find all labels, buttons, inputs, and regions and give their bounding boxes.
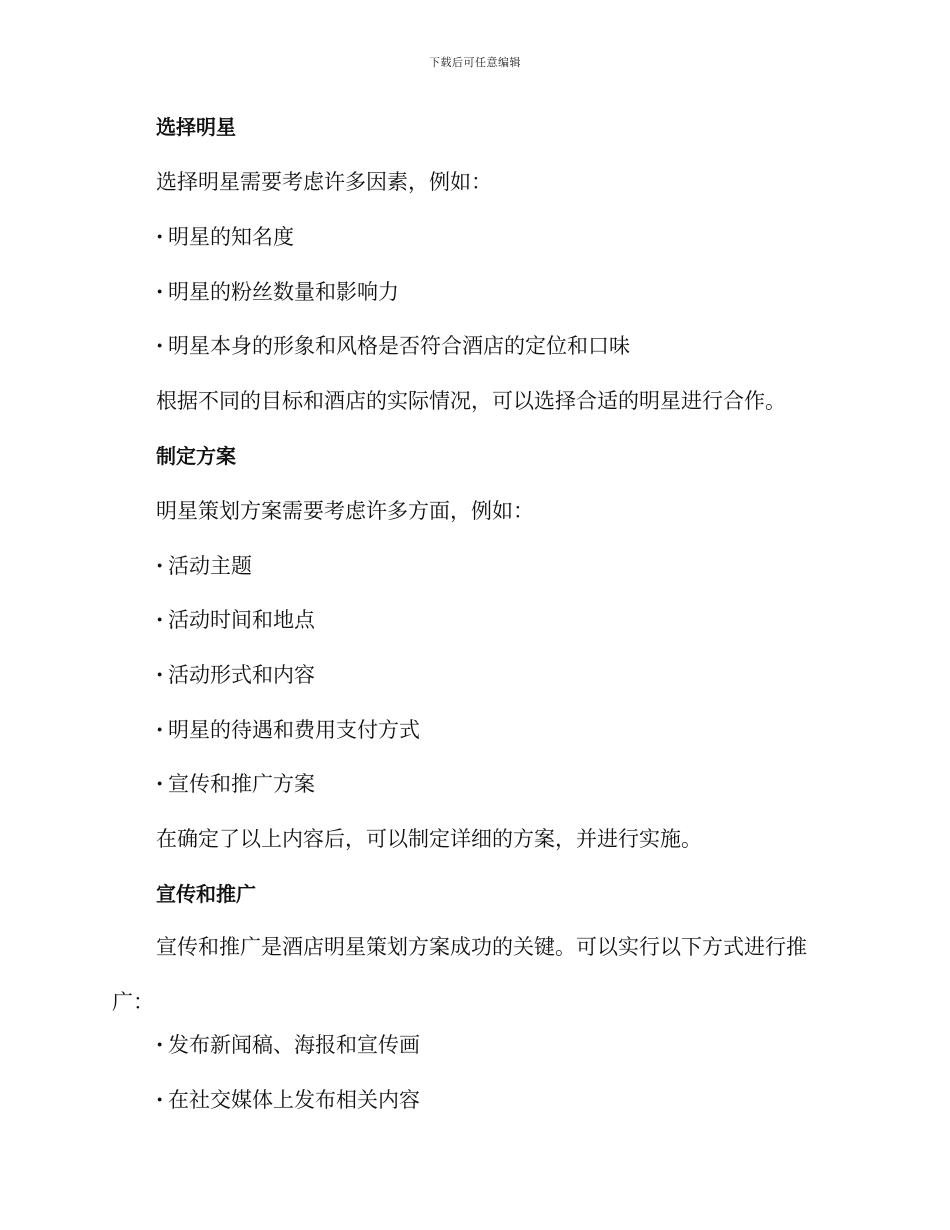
bullet-item: [156, 605, 840, 635]
section-heading: 制定方案: [156, 444, 236, 468]
bullet-text: 明星的知名度: [168, 225, 294, 249]
bullet-text: 在社交媒体上发布相关内容: [168, 1088, 420, 1112]
section-heading: 宣传和推广: [156, 882, 256, 906]
bullet-text: 活动形式和内容: [168, 663, 315, 687]
bullet-dot: ·: [156, 553, 164, 578]
bullet-item: [156, 769, 840, 799]
bullet-dot: ·: [156, 1032, 164, 1057]
bullet-text: 活动主题: [168, 554, 252, 578]
bullet-item: [156, 277, 840, 307]
bullet-item: [156, 1085, 840, 1115]
bullet-dot: ·: [156, 279, 164, 304]
bullet-text: 明星的粉丝数量和影响力: [168, 280, 399, 304]
bullet-text: 明星的待遇和费用支付方式: [168, 718, 420, 742]
bullet-dot: ·: [156, 333, 164, 358]
bullet-dot: ·: [156, 224, 164, 249]
bullet-text: 宣传和推广方案: [168, 772, 315, 796]
bullet-dot: ·: [156, 771, 164, 796]
section-intro: 宣传和推广是酒店明星策划方案成功的关键。可以实行以下方式进行推广：: [112, 935, 807, 1014]
bullet-item: [156, 1030, 840, 1060]
bullet-text: 发布新闻稿、海报和宣传画: [168, 1033, 420, 1057]
bullet-dot: ·: [156, 717, 164, 742]
bullet-item: [156, 551, 840, 581]
section-heading: 选择明星: [156, 115, 236, 139]
bullet-dot: ·: [156, 1087, 164, 1112]
bullet-text: 明星本身的形象和风格是否符合酒店的定位和口味: [168, 334, 630, 358]
section-intro: 明星策划方案需要考虑许多方面，例如：: [156, 499, 534, 523]
bullet-item: [156, 715, 840, 745]
bullet-dot: ·: [156, 662, 164, 687]
section-conclusion: 在确定了以上内容后，可以制定详细的方案，并进行实施。: [156, 827, 702, 851]
bullet-item: [156, 331, 840, 361]
bullet-item: [156, 222, 840, 252]
section-intro: 选择明星需要考虑许多因素，例如：: [156, 170, 492, 194]
bullet-text: 活动时间和地点: [168, 608, 315, 632]
bullet-dot: ·: [156, 607, 164, 632]
bullet-item: [156, 660, 840, 690]
section-conclusion: 根据不同的目标和酒店的实际情况，可以选择合适的明星进行合作。: [156, 389, 786, 413]
page-header: 下载后可任意编辑: [429, 56, 521, 69]
